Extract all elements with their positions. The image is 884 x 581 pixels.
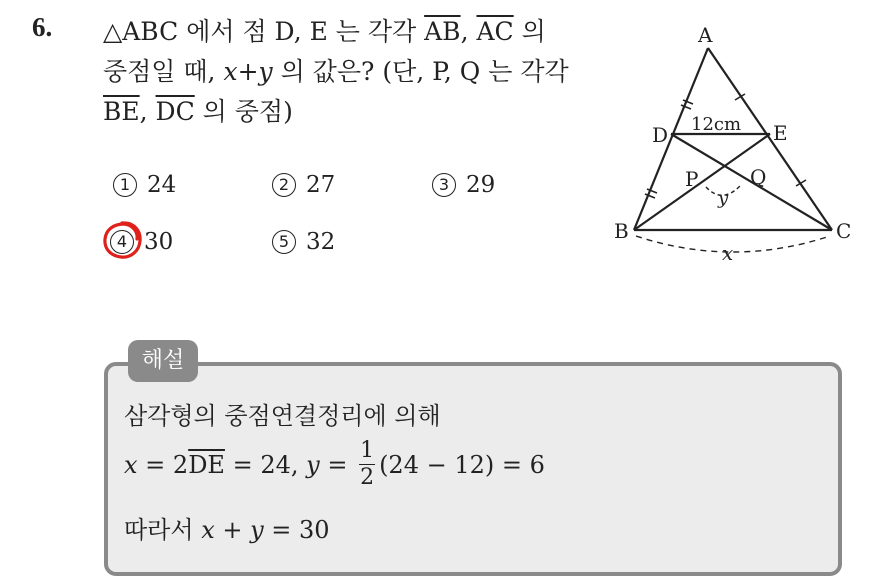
solution-line-1: 삼각형의 중점연결정리에 의해 [124,402,441,430]
triangle-figure [600,18,870,268]
label-y: y [718,188,729,209]
solution-line-3: 따라서 x + y = 30 [124,516,330,544]
choice-1[interactable] [113,172,176,198]
label-p: P [685,167,699,191]
segment-dc: $\overline{DC}$ [155,97,195,126]
choice-number: 3 [432,173,456,197]
choice-value: 32 [306,229,336,255]
question-number: 6. [32,12,53,42]
label-d: D [652,123,669,147]
label-q: Q [750,165,767,189]
solution-tag: 해설 [128,340,198,382]
segment-be: $\overline{BE}$ [103,97,140,126]
choice-number: 5 [272,230,296,254]
choice-value: 29 [466,172,496,198]
fraction-one-half: $\frac{1}{2}$ [360,438,375,490]
solution-line-2: x = 2 $\overline{DE}$ = 24, y = $\frac{1}{2}$ (24 − 12) = 6 [124,438,545,490]
choice-value: 27 [306,172,336,198]
label-a: A [698,23,713,47]
choice-number: 2 [272,173,296,197]
answer-circle-mark [100,218,144,262]
question-text [103,12,593,132]
label-e: E [773,121,788,145]
label-x: x [722,241,734,265]
choice-2[interactable] [272,172,335,198]
choice-3[interactable] [432,172,495,198]
choice-number: 1 [113,173,137,197]
de-length-label: 12cm [691,114,742,135]
question-line-3: $\overline{BE}$, $\overline{DC}$ 의 중점) [103,97,293,126]
choice-5[interactable] [272,229,335,255]
choice-number: 4 [110,230,134,254]
question-line-2: 중점일 때, x+y 의 값은? (단, P, Q 는 각각 [103,57,569,86]
label-c: C [836,219,852,243]
segment-ac: $\overline{AC}$ [476,17,514,46]
question-line-1: △ABC 에서 점 D, E 는 각각 $\overline{AB}$, $\overline{AC}$ 의 [103,17,546,46]
segment-ab: $\overline{AB}$ [424,17,461,46]
label-b: B [614,219,629,243]
choice-value: 24 [147,172,177,198]
choice-value: 30 [144,229,174,255]
